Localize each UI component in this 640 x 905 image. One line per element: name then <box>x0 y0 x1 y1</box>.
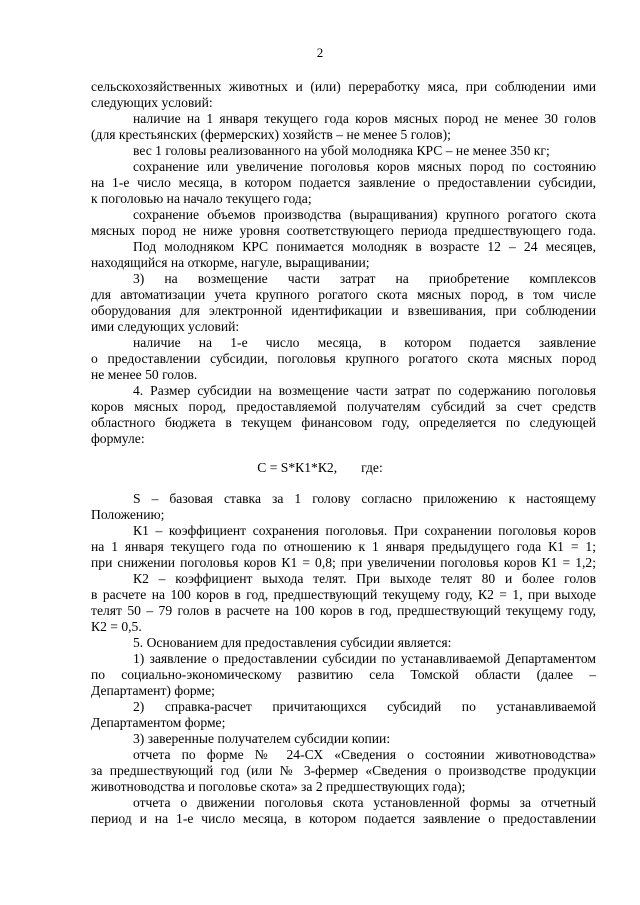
text-line: К2 – коэффициент выхода телят. При выходе телят 80 и более голов <box>133 571 596 586</box>
text-line: (для крестьянских (фермерских) хозяйств – не менее 5 голов); <box>91 127 451 142</box>
text-line: Под молодняком КРС понимается молодняк в возрасте 12 – 24 месяцев, <box>133 239 596 254</box>
text-line: оборудования для электронной идентификации и взвешивания, при соблюдении <box>91 303 596 318</box>
formula-suffix: где: <box>361 460 383 475</box>
text-line: для автоматизации учета крупного рогатого скота мясных пород, в том числе <box>91 287 596 302</box>
text-line: 4. Размер субсидии на возмещение части затрат по содержанию поголовья <box>133 383 596 398</box>
text-line: наличие на 1-е число месяца, в котором подается заявление <box>133 335 596 350</box>
text-line: 1) заявление о предоставлении субсидии по устанавливаемой Департаментом <box>133 651 596 666</box>
text-line: ими следующих условий: <box>91 319 240 334</box>
text-line: следующих условий: <box>91 95 213 110</box>
text-line: телят 50 – 79 голов в расчете на 100 коров в год, предшествующий текущему году, <box>91 603 596 618</box>
text-line: К1 – коэффициент сохранения поголовья. При сохранении поголовья коров <box>133 523 596 538</box>
text-line: Департаментом форме; <box>91 715 226 730</box>
text-line: животноводства и поголовье скота» за 2 предшествующих года); <box>91 779 466 794</box>
text-line: не менее 50 голов. <box>91 367 198 382</box>
text-line: мясных пород не ниже уровня соответствующего периода предшествующего года. <box>91 223 596 238</box>
text-line: о предоставлении субсидии, поголовья крупного рогатого скота мясных пород <box>91 351 596 366</box>
text-line: К2 = 0,5. <box>91 619 142 634</box>
text-line: в расчете на 100 коров в год, предшествующий текущему году, К2 = 1, при выходе <box>91 587 596 602</box>
text-line: 5. Основанием для предоставления субсидии является: <box>133 635 452 650</box>
text-line: находящийся на откорме, нагуле, выращивании; <box>91 255 370 270</box>
text-line: Положению; <box>91 507 165 522</box>
text-line: сохранение или увеличение поголовья коров мясных пород по состоянию <box>133 159 596 174</box>
text-line: формуле: <box>91 431 145 446</box>
text-line: сельскохозяйственных животных и (или) переработку мяса, при соблюдении ими <box>91 79 596 94</box>
text-line: вес 1 головы реализованного на убой молодняка КРС – не менее 350 кг; <box>133 143 550 158</box>
text-line: областного бюджета в текущем финансовом году, определяется по следующей <box>91 415 596 430</box>
text-line: отчета о движении поголовья скота установленной формы за отчетный <box>133 795 596 810</box>
text-line: S – базовая ставка за 1 голову согласно приложению к настоящему <box>133 491 596 506</box>
formula-expression: С = S*К1*К2, <box>257 460 338 475</box>
text-line: к поголовью на начало текущего года; <box>91 191 312 206</box>
text-line: 2) справка-расчет причитающихся субсидий по устанавливаемой <box>133 699 596 714</box>
text-line: наличие на 1 января текущего года коров мясных пород не менее 30 голов <box>133 111 596 126</box>
text-line: при снижении поголовья коров К1 = 0,8; при увеличении поголовья коров К1 = 1,2; <box>91 555 596 570</box>
text-line: Департамент) форме; <box>91 683 215 698</box>
text-line: на 1 января текущего года по отношению к 1 января предыдущего года К1 = 1; <box>91 539 596 554</box>
text-line: коров мясных пород, предоставляемой получателям субсидий за счет средств <box>91 399 596 414</box>
text-line: 3) заверенные получателем субсидии копии: <box>133 731 391 746</box>
text-line: на 1-е число месяца, в котором подается заявление о предоставлении субсидии, <box>91 175 596 190</box>
text-line: 3) на возмещение части затрат на приобретение комплексов <box>133 271 596 286</box>
text-line: по социально-экономическому развитию села Томской области (далее – <box>91 667 596 682</box>
page-number: 2 <box>316 45 324 60</box>
text-line: за предшествующий год (или № 3-фермер «Сведения о производстве продукции <box>91 763 596 778</box>
subsidy-formula <box>0 460 640 476</box>
text-line: отчета по форме № 24-СХ «Сведения о состоянии животноводства» <box>133 747 596 762</box>
text-line: сохранение объемов производства (выращивания) крупного рогатого скота <box>133 207 596 222</box>
text-line: период и на 1-е число месяца, в котором подается заявление о предоставлении <box>91 811 596 826</box>
